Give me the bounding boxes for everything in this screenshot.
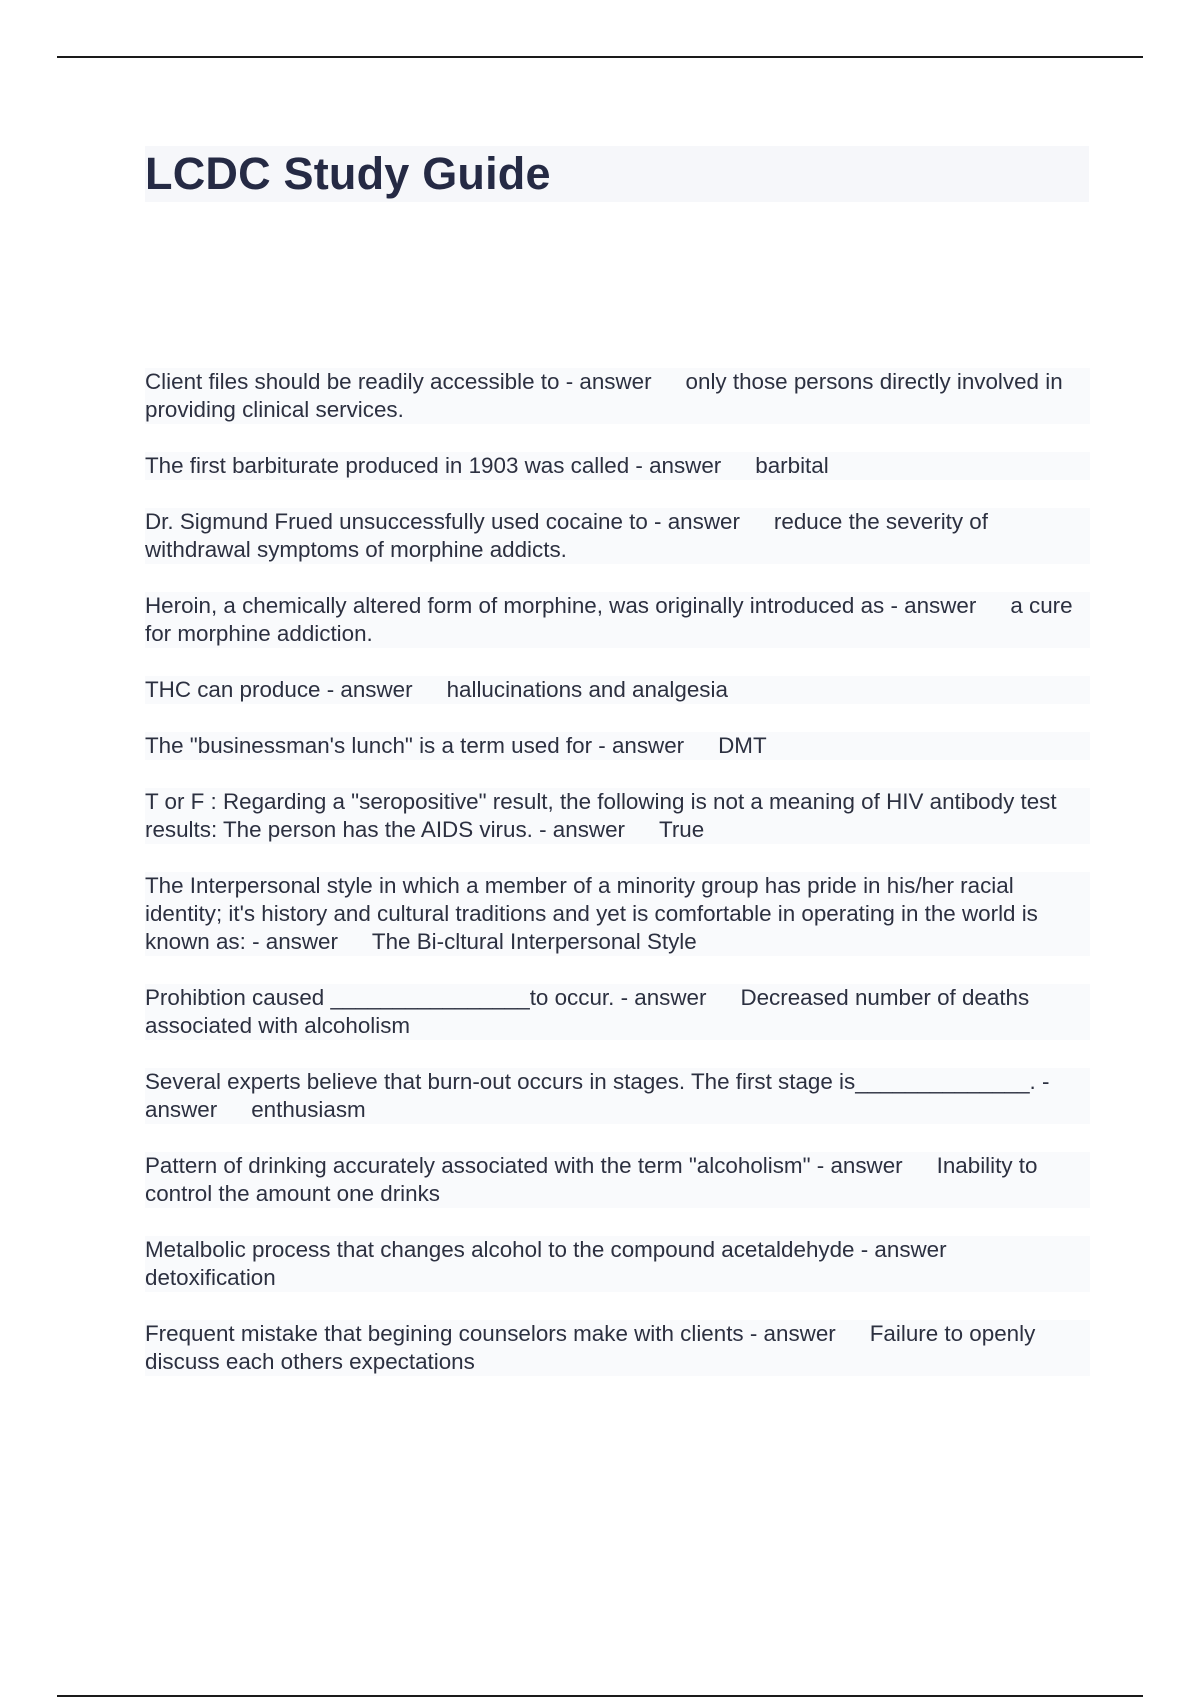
qa-item bbox=[145, 676, 1090, 704]
answer-text: reduce the severity of withdrawal symptoms of morphine addicts. bbox=[145, 509, 988, 562]
answer-label: - answer bbox=[816, 1153, 903, 1178]
qa-item bbox=[145, 368, 1090, 424]
question-text: The first barbiturate produced in 1903 was called bbox=[145, 453, 630, 478]
qa-item bbox=[145, 1152, 1090, 1208]
question-text: T or F : Regarding a "seropositive" result, the following is not a meaning of HIV antibody test results: The person has the AIDS virus. bbox=[145, 789, 1057, 842]
qa-item bbox=[145, 452, 1090, 480]
answer-label: - answer bbox=[890, 593, 977, 618]
question-text: Client files should be readily accessible to bbox=[145, 369, 560, 394]
question-text: THC can produce bbox=[145, 677, 321, 702]
qa-item bbox=[145, 732, 1090, 760]
question-text: The "businessman's lunch" is a term used for bbox=[145, 733, 593, 758]
question-text: Metalbolic process that changes alcohol to the compound acetaldehyde bbox=[145, 1237, 855, 1262]
page-title: LCDC Study Guide bbox=[145, 148, 551, 199]
qa-list bbox=[145, 368, 1090, 1404]
answer-label: - answer bbox=[252, 929, 338, 954]
answer-text: Failure to openly discuss each others expectations bbox=[145, 1321, 1036, 1374]
answer-text: True bbox=[658, 817, 705, 842]
answer-label: - answer bbox=[620, 985, 707, 1010]
question-text: The Interpersonal style in which a member of a minority group has pride in his/her racial identity; it's history and cultural traditions and yet is comfortable in operating in the world is known as: bbox=[145, 873, 1038, 954]
title-block bbox=[145, 146, 1089, 202]
question-text: Dr. Sigmund Frued unsuccessfully used cocaine to bbox=[145, 509, 648, 534]
qa-item bbox=[145, 984, 1090, 1040]
answer-text: enthusiasm bbox=[251, 1097, 366, 1122]
answer-label: - answer bbox=[860, 1237, 947, 1262]
question-text: Heroin, a chemically altered form of morphine, was originally introduced as bbox=[145, 593, 885, 618]
answer-label: - answer bbox=[326, 677, 413, 702]
qa-item bbox=[145, 788, 1090, 844]
qa-item bbox=[145, 592, 1090, 648]
question-text: Pattern of drinking accurately associated with the term "alcoholism" bbox=[145, 1153, 811, 1178]
question-text: Prohibtion caused ________________to occur. bbox=[145, 985, 615, 1010]
qa-item bbox=[145, 1320, 1090, 1376]
answer-label: - answer bbox=[539, 817, 625, 842]
answer-text: Decreased number of deaths associated with alcoholism bbox=[145, 985, 1030, 1038]
answer-text: Inability to control the amount one drinks bbox=[145, 1153, 1038, 1206]
answer-text: The Bi-cltural Interpersonal Style bbox=[371, 929, 697, 954]
question-text: Several experts believe that burn-out occurs in stages. The first stage is______________. bbox=[145, 1069, 1036, 1094]
answer-text: DMT bbox=[718, 733, 767, 758]
answer-text: only those persons directly involved in providing clinical services. bbox=[145, 369, 1063, 422]
answer-label: - answer bbox=[145, 1069, 1050, 1122]
answer-label: - answer bbox=[749, 1321, 836, 1346]
bottom-rule bbox=[57, 1695, 1143, 1697]
answer-label: - answer bbox=[654, 509, 740, 534]
answer-label: - answer bbox=[598, 733, 685, 758]
answer-text: barbital bbox=[755, 453, 829, 478]
top-rule bbox=[57, 56, 1143, 58]
answer-label: - answer bbox=[635, 453, 722, 478]
answer-text: hallucinations and analgesia bbox=[446, 677, 728, 702]
qa-item bbox=[145, 1236, 1090, 1292]
answer-text: a cure for morphine addiction. bbox=[145, 593, 1073, 646]
qa-item bbox=[145, 508, 1090, 564]
qa-item bbox=[145, 872, 1090, 956]
question-text: Frequent mistake that begining counselors make with clients bbox=[145, 1321, 744, 1346]
answer-text: detoxification bbox=[145, 1265, 276, 1290]
qa-item bbox=[145, 1068, 1090, 1124]
answer-label: - answer bbox=[565, 369, 652, 394]
